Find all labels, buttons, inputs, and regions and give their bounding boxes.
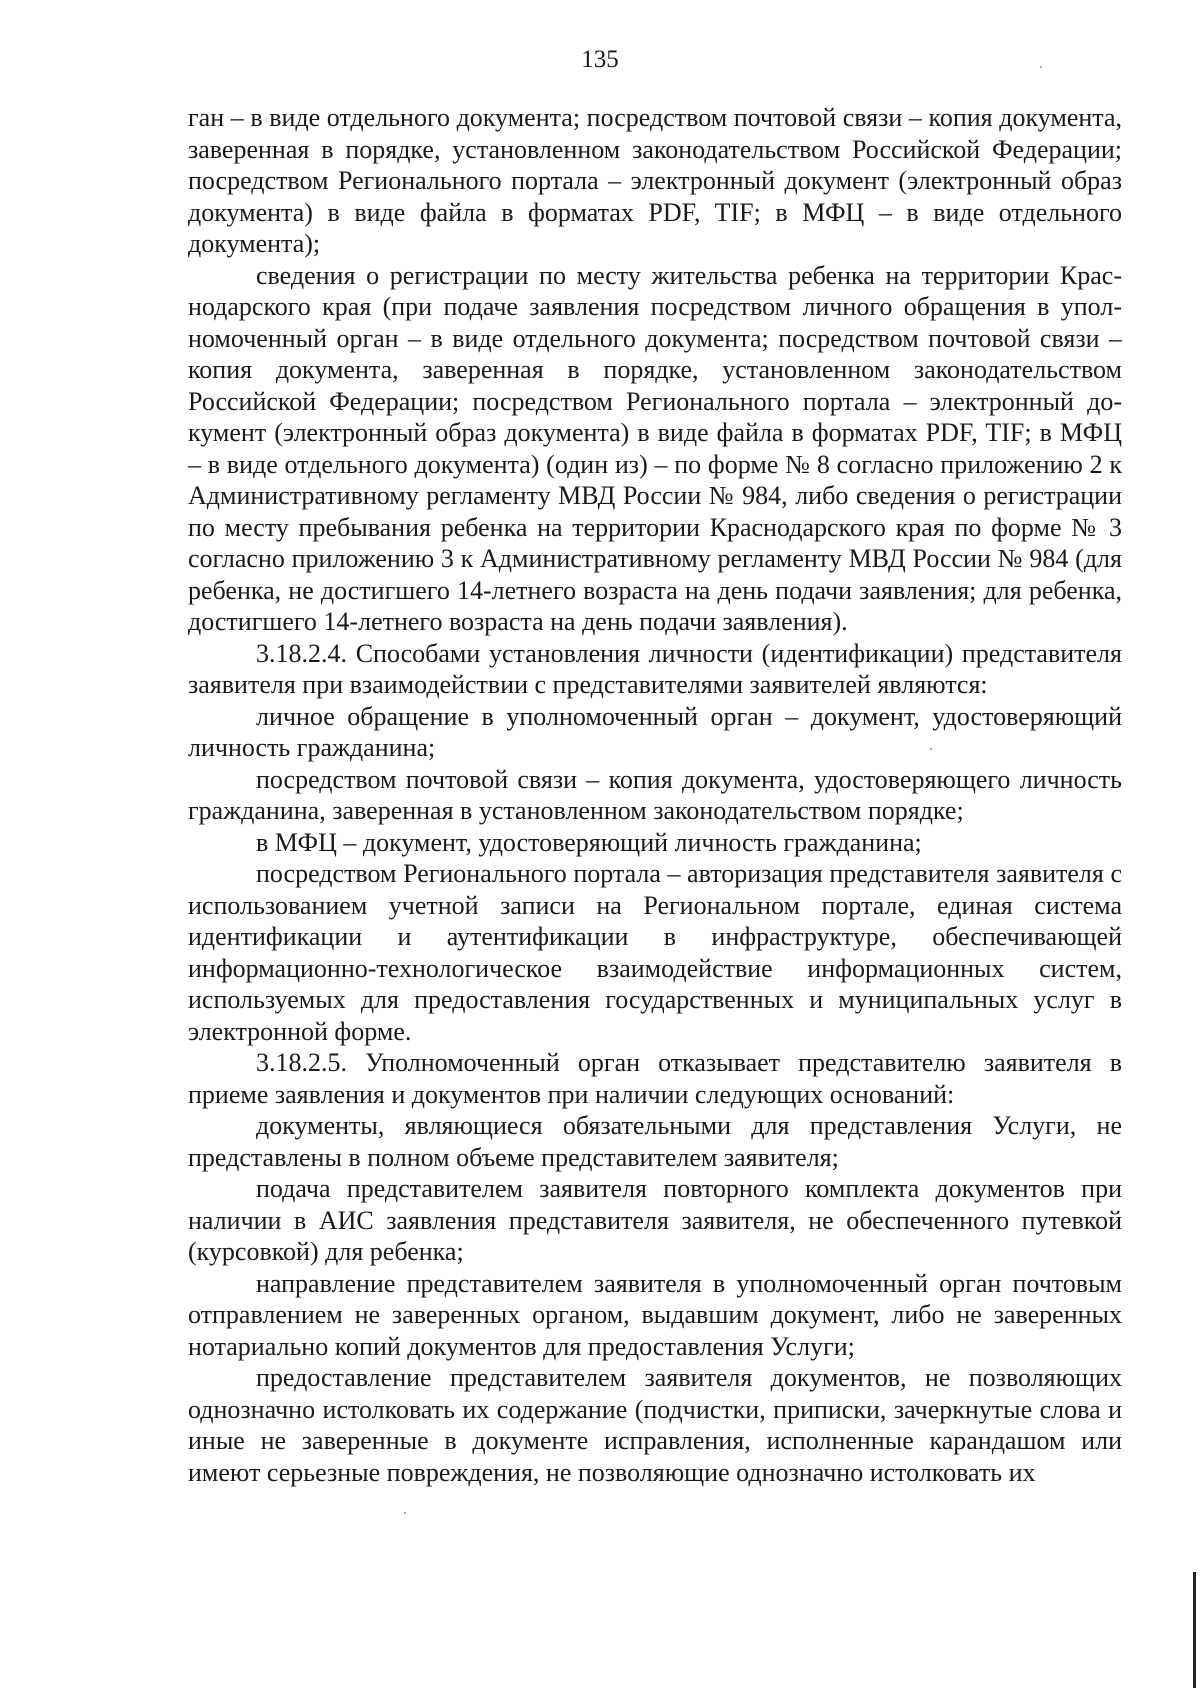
paragraph-repeat-submission: подача представителем заявителя повторного комплекта документов при наличии в АИС заявления представителя заявителя, не обеспеченного путевкой (курсовкой) для ребенка;	[188, 1174, 1122, 1266]
document-body	[188, 102, 1122, 1488]
paragraph-personal-visit: личное обращение в уполномоченный орган – документ, удостоверяющий личность гражданина;	[188, 701, 1122, 762]
page-number: 135	[581, 46, 619, 73]
scan-speck	[404, 1512, 406, 1514]
paragraph-mfc: в МФЦ – документ, удостоверяющий личность гражданина;	[256, 827, 922, 857]
paragraph-postal: посредством почтовой связи – копия документа, удостоверяющего личность гражданина, заверенная в установленном законодательством порядке;	[188, 764, 1122, 825]
paragraph-ambiguous-documents: предоставление представителем заявителя документов, не позволяющих однозначно истолковать их содержание (подчистки, приписки, зачеркнутые слова и иные не заверенные в документе исправления, исполненные карандашом или имеют серьезные повреждения, не позволяющие однозначно истолковать их	[188, 1363, 1122, 1487]
paragraph-uncertified-copies: направление представителем заявителя в уполномоченный орган почтовым отправлением не заверенных органом, выдавшим документ, либо не заверенных нотариально копий документов для предоставления Услуги;	[188, 1268, 1122, 1361]
paragraph-regional-portal: посредством Регионального портала – авторизация представителя заявителя с использованием учетной записи на Региональном портале, единая система идентификации и аутентификации в инфраструктуре, обеспечивающей информационно-технологическое взаимодействие информационных систем, используемых для предоставления государственных и муниципальных услуг в электронной форме.	[188, 859, 1122, 1046]
paragraph-3-18-2-4: 3.18.2.4. Способами установления личности (идентификации) представителя заявителя при взаимодействии с представителями заявителей являются:	[188, 638, 1122, 699]
paragraph-incomplete-documents: документы, являющиеся обязательными для представления Услуги, не представлены в полном объеме представителем заявителя;	[188, 1111, 1122, 1172]
scan-speck	[1040, 66, 1042, 68]
paragraph-registration-info: сведения о регистрации по месту жительства ребенка на территории Краснодарского края (при подаче заявления посредством личного обращения в уполномоченный орган – в виде отдельного документа; посредством почтовой связи – копия документа, заверенная в порядке, установленном законодательством Российской Федерации; посредством Регионального портала – электронный документ (электронный образ документа) в виде файла в форматах PDF, TIF; в МФЦ – в виде отдельного документа) (один из) – по форме № 8 согласно приложению 2 к Административному регламенту МВД России № 984, либо сведения о регистрации по месту пребывания ребенка на территории Краснодарского края по форме № 3 согласно приложению 3 к Административному регламенту МВД России № 984 (для ребенка, не достигшего 14-летнего возраста на день подачи заявления; для ребенка, достигшего 14-летнего возраста на день подачи заявления).	[188, 260, 1122, 636]
scan-edge-mark	[1193, 1572, 1196, 1688]
scan-speck	[930, 748, 932, 750]
paragraph-continuation: ган – в виде отдельного документа; посредством почтовой связи – копия документа, заверенная в порядке, установленном законодательством Российской Федерации; посредством Регионального портала – электронный документ (электронный образ документа) в виде файла в форматах PDF, TIF; в МФЦ – в виде отдельного документа);	[188, 103, 1122, 258]
paragraph-3-18-2-5: 3.18.2.5. Уполномоченный орган отказывает представителю заявителя в приеме заявления и документов при наличии следующих оснований:	[188, 1048, 1122, 1109]
